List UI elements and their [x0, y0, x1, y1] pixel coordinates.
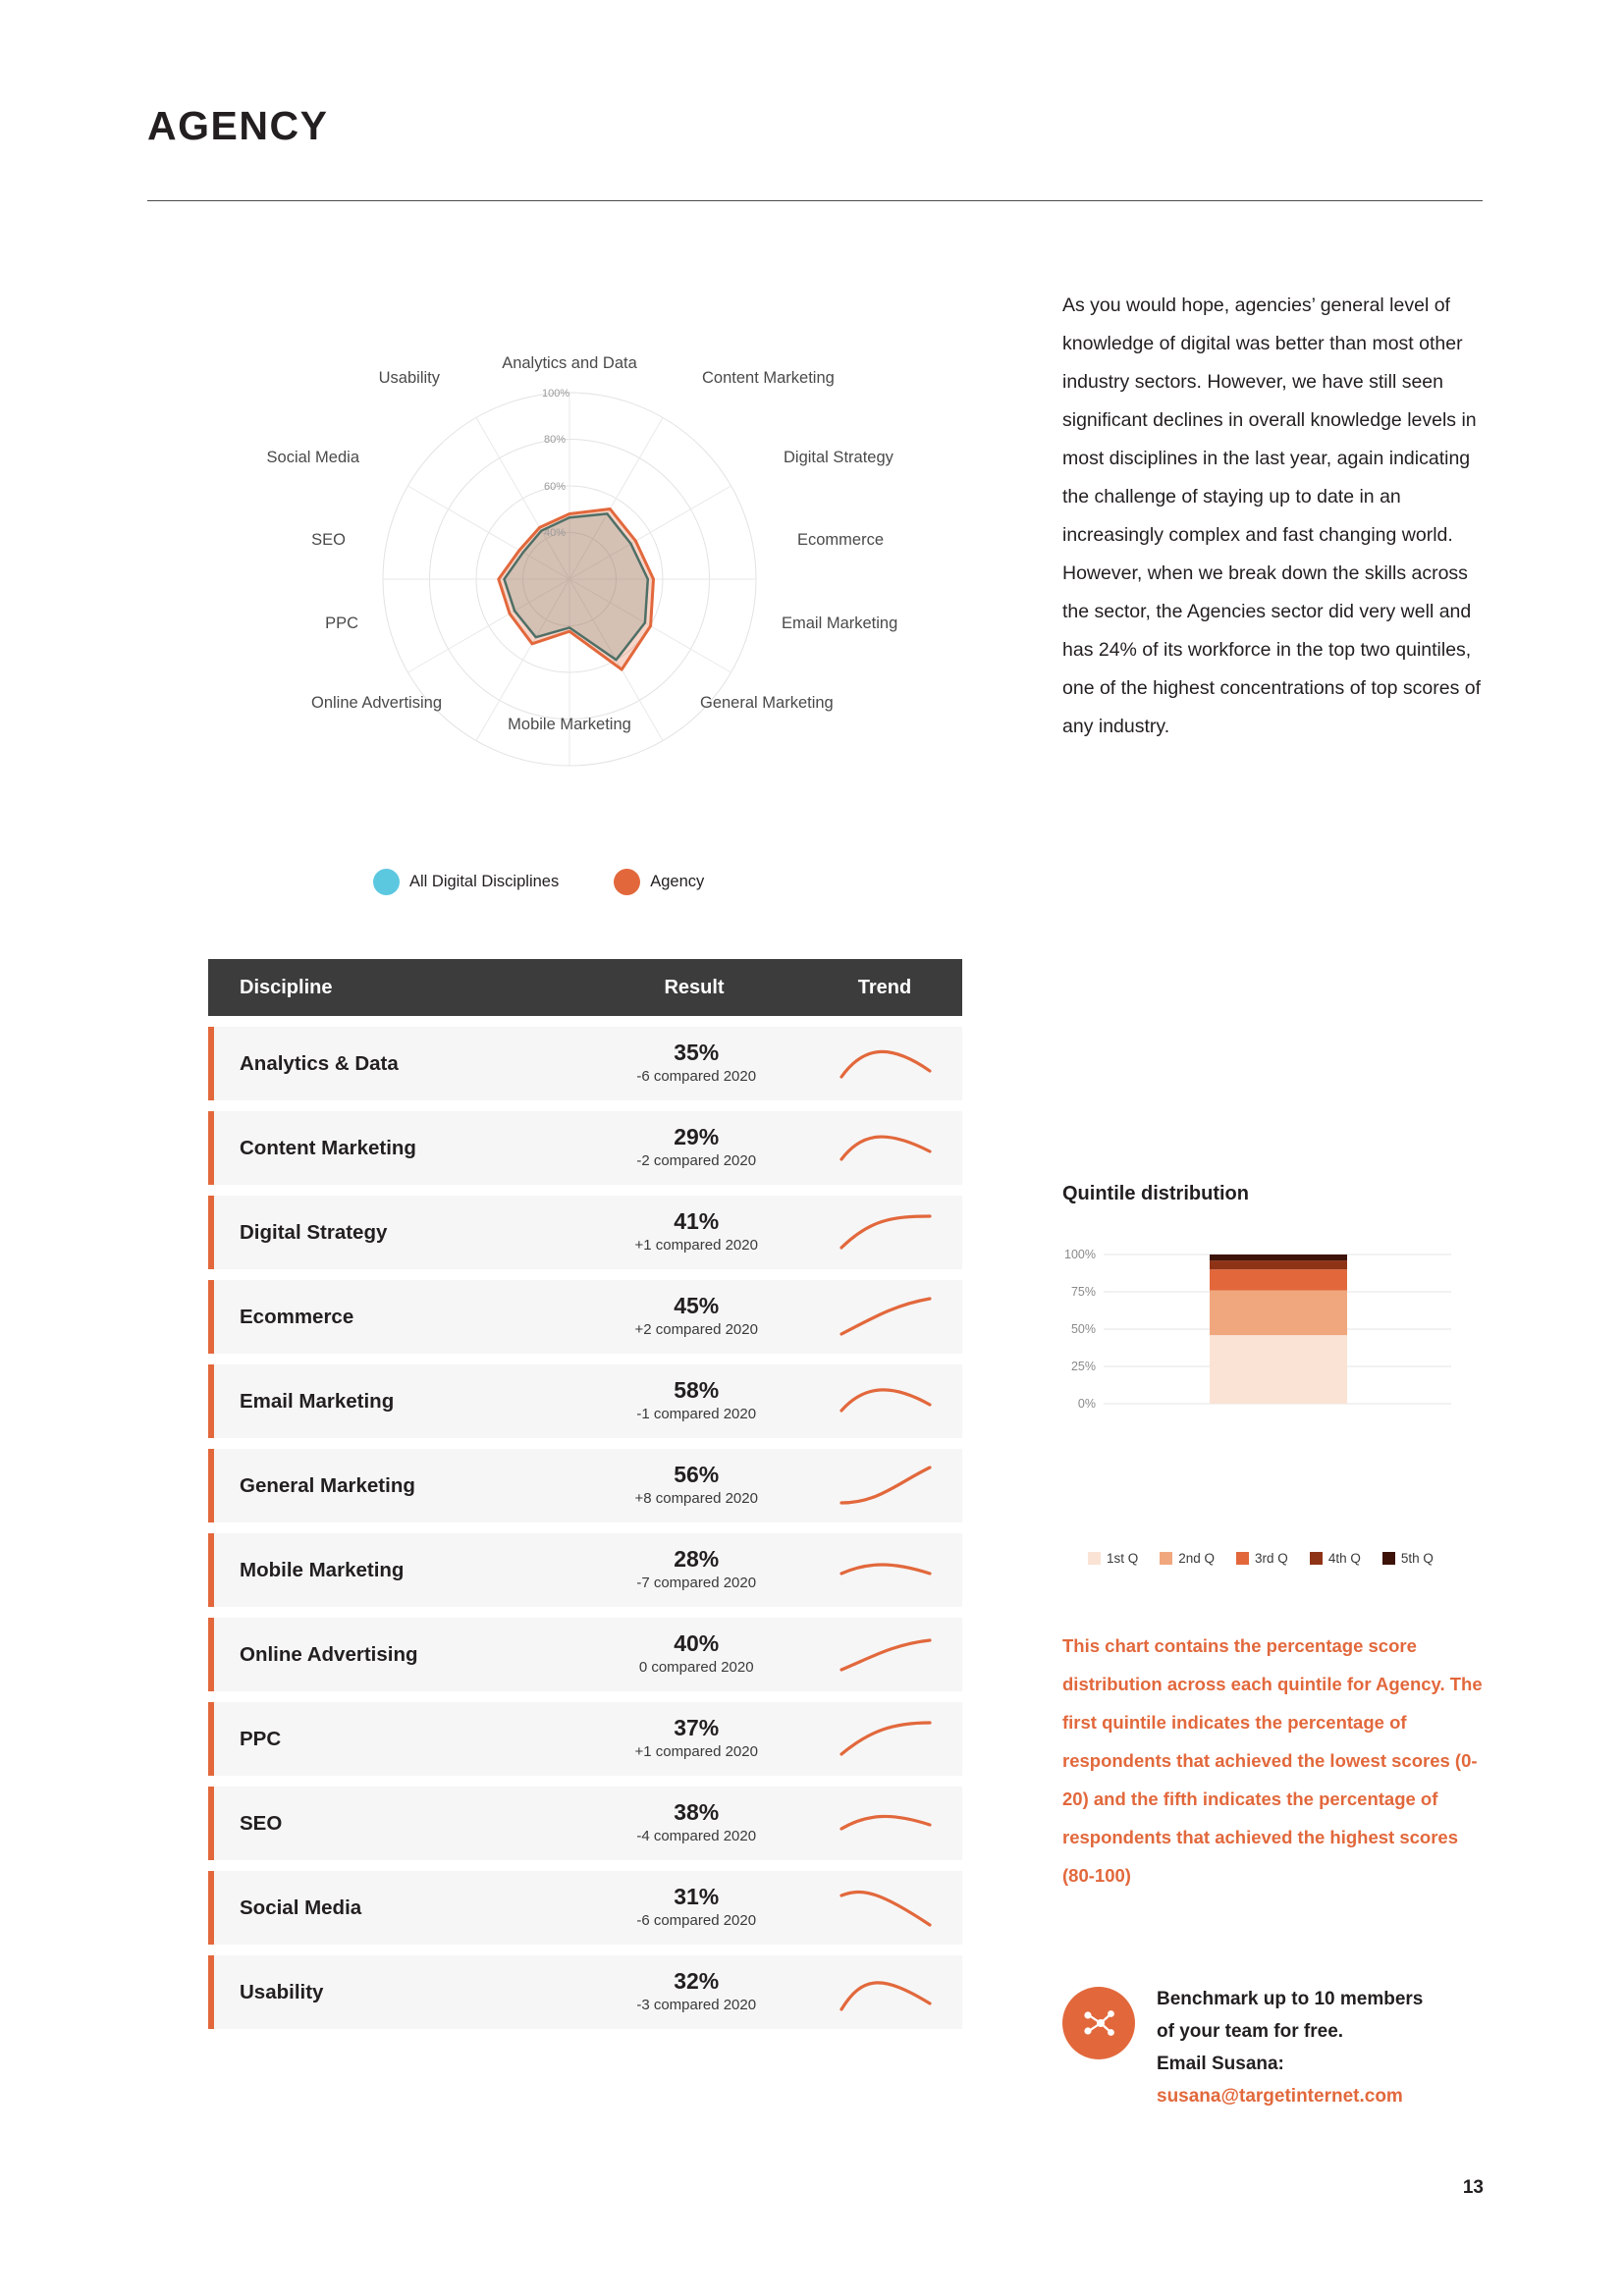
quintile-stacked-bar — [1210, 1255, 1347, 1404]
result-value: 41% — [674, 1208, 720, 1234]
trend-sparkline-icon — [837, 1548, 935, 1593]
radar-tick-60: 60% — [544, 481, 567, 493]
result-change: +8 compared 2020 — [634, 1490, 758, 1507]
color-swatch-icon — [1160, 1552, 1172, 1565]
cell-discipline: Online Advertising — [240, 1642, 418, 1666]
cell-trend — [808, 1886, 962, 1931]
radar-tick-40: 40% — [544, 527, 567, 539]
cell-result — [584, 1884, 808, 1932]
quintile-legend-label: 4th Q — [1327, 1551, 1361, 1566]
result-value: 45% — [674, 1293, 720, 1318]
benchmark-text — [1157, 1983, 1423, 2112]
legend-item-all-digital-disciplines — [373, 869, 559, 895]
radar-legend — [373, 869, 745, 895]
cell-trend — [808, 1970, 962, 2015]
result-change: -3 compared 2020 — [636, 1997, 757, 2013]
quintile-legend-item-1st-q — [1088, 1551, 1138, 1566]
table-row — [208, 1280, 962, 1354]
cell-result — [584, 1377, 808, 1425]
cell-discipline: Digital Strategy — [240, 1220, 388, 1244]
quintile-legend-label: 5th Q — [1400, 1551, 1434, 1566]
page-title: AGENCY — [147, 103, 329, 148]
quintile-legend-label: 2nd Q — [1178, 1551, 1216, 1566]
quintile-note: This chart contains the percentage score distribution across each quintile for Agency. The first quintile indicates the percentage of respondents that achieved the lowest scores (0-20) and the fifth indicates the percentage of respondents that achieved the highest scores (80-100) — [1062, 1635, 1483, 1886]
legend-label: Agency — [650, 873, 705, 890]
radar-label-online-advertising: Online Advertising — [311, 694, 442, 712]
cell-result — [584, 1462, 808, 1510]
quintile-ytick-0: 0% — [1077, 1397, 1096, 1411]
quintile-ytick-25: 25% — [1070, 1360, 1096, 1373]
cell-discipline: Mobile Marketing — [240, 1558, 405, 1581]
network-nodes-icon — [1062, 1987, 1135, 2059]
radar-label-digital-strategy: Digital Strategy — [784, 449, 893, 466]
table-row — [208, 1196, 962, 1269]
cell-discipline: Social Media — [240, 1896, 362, 1919]
table-header-row — [208, 959, 962, 1016]
benchmark-line-3: Email Susana: — [1157, 2054, 1284, 2074]
trend-sparkline-icon — [837, 1717, 935, 1762]
legend-dot-icon — [614, 869, 640, 895]
quintile-ytick-75: 75% — [1070, 1285, 1096, 1299]
benchmark-callout — [1062, 1983, 1504, 2112]
quintile-title: Quintile distribution — [1062, 1183, 1249, 1204]
trend-sparkline-icon — [837, 1126, 935, 1171]
result-change: -1 compared 2020 — [636, 1406, 757, 1422]
table-row — [208, 1533, 962, 1607]
radar-label-usability: Usability — [378, 369, 440, 387]
table-row — [208, 1027, 962, 1100]
trend-sparkline-icon — [837, 1886, 935, 1931]
discipline-table — [208, 959, 962, 2029]
benchmark-email-link[interactable]: susana@targetinternet.com — [1157, 2086, 1403, 2107]
intro-paragraph: As you would hope, agencies’ general level of knowledge of digital was better than most other industry sectors. However, we have still seen significant declines in overall knowledge levels in most disciplines in the last year, again indicating the challenge of staying up to date in an increasingly complex and fast changing world. However, when we break down the skills across the sector, the Agencies sector did very well and has 24% of its workforce in the top two quintiles, one of the highest concentrations of top scores of any industry. — [1062, 294, 1482, 737]
result-value: 40% — [674, 1630, 720, 1656]
trend-sparkline-icon — [837, 1632, 935, 1678]
radar-tick-80: 80% — [544, 434, 567, 446]
radar-tick-100: 100% — [542, 388, 570, 400]
radar-label-ppc: PPC — [325, 614, 358, 632]
result-change: -7 compared 2020 — [636, 1575, 757, 1591]
cell-result — [584, 1208, 808, 1256]
cell-discipline: PPC — [240, 1727, 282, 1750]
cell-discipline: Email Marketing — [240, 1389, 395, 1413]
table-row — [208, 1787, 962, 1860]
cell-discipline: SEO — [240, 1811, 283, 1835]
quintile-legend-item-3rd-q — [1236, 1551, 1288, 1566]
result-value: 32% — [674, 1968, 720, 1994]
quintile-legend-item-5th-q — [1382, 1551, 1434, 1566]
quintile-legend-label: 3rd Q — [1255, 1551, 1288, 1566]
radar-label-email-marketing: Email Marketing — [782, 614, 898, 632]
radar-label-ecommerce: Ecommerce — [797, 531, 885, 549]
quintile-legend-item-2nd-q — [1160, 1551, 1215, 1566]
result-change: -4 compared 2020 — [636, 1828, 757, 1844]
radar-label-mobile-marketing: Mobile Marketing — [508, 716, 631, 733]
cell-trend — [808, 1379, 962, 1424]
benchmark-line-2: of your team for free. — [1157, 2021, 1344, 2042]
cell-discipline: Ecommerce — [240, 1305, 354, 1328]
cell-discipline: Analytics & Data — [240, 1051, 399, 1075]
table-row — [208, 1702, 962, 1776]
result-change: +1 compared 2020 — [634, 1237, 758, 1254]
result-change: -6 compared 2020 — [636, 1068, 757, 1085]
result-change: -6 compared 2020 — [636, 1912, 757, 1929]
cell-trend — [808, 1464, 962, 1509]
color-swatch-icon — [1088, 1552, 1101, 1565]
cell-result — [584, 1546, 808, 1594]
color-swatch-icon — [1236, 1552, 1249, 1565]
cell-result — [584, 1799, 808, 1847]
cell-trend — [808, 1548, 962, 1593]
legend-label: All Digital Disciplines — [409, 873, 560, 890]
result-change: +1 compared 2020 — [634, 1743, 758, 1760]
table-row — [208, 1618, 962, 1691]
legend-item-agency — [614, 869, 704, 895]
cell-discipline: Usability — [240, 1980, 324, 2003]
quintile-ytick-100: 100% — [1064, 1248, 1096, 1261]
trend-sparkline-icon — [837, 1464, 935, 1509]
table-header-trend: Trend — [857, 976, 912, 998]
trend-sparkline-icon — [837, 1041, 935, 1087]
quintile-legend-item-4th-q — [1310, 1551, 1361, 1566]
result-value: 35% — [674, 1040, 720, 1065]
result-value: 29% — [674, 1124, 720, 1149]
cell-discipline: General Marketing — [240, 1473, 415, 1497]
result-value: 37% — [674, 1715, 720, 1740]
result-value: 56% — [674, 1462, 720, 1487]
result-value: 31% — [674, 1884, 720, 1909]
radar-label-seo: SEO — [311, 531, 346, 549]
title-divider — [147, 200, 1483, 201]
cell-trend — [808, 1126, 962, 1171]
cell-result — [584, 1630, 808, 1679]
table-row — [208, 1364, 962, 1438]
benchmark-line-1: Benchmark up to 10 members — [1157, 1989, 1424, 2009]
result-value: 58% — [674, 1377, 720, 1403]
radar-chart — [177, 260, 962, 869]
table-header-discipline: Discipline — [240, 976, 333, 998]
quintile-ytick-50: 50% — [1070, 1322, 1096, 1336]
cell-trend — [808, 1801, 962, 1846]
cell-result — [584, 1715, 808, 1763]
color-swatch-icon — [1310, 1552, 1323, 1565]
table-row — [208, 1449, 962, 1522]
cell-result — [584, 1968, 808, 2016]
trend-sparkline-icon — [837, 1379, 935, 1424]
trend-sparkline-icon — [837, 1801, 935, 1846]
cell-trend — [808, 1295, 962, 1340]
result-change: 0 compared 2020 — [638, 1659, 754, 1676]
trend-sparkline-icon — [837, 1210, 935, 1255]
trend-sparkline-icon — [837, 1970, 935, 2015]
result-change: +2 compared 2020 — [634, 1321, 758, 1338]
table-header-result: Result — [664, 976, 725, 998]
result-change: -2 compared 2020 — [636, 1152, 757, 1169]
cell-result — [584, 1293, 808, 1341]
radar-label-general-marketing: General Marketing — [700, 694, 834, 712]
page-number: 13 — [1462, 2177, 1484, 2198]
cell-trend — [808, 1717, 962, 1762]
cell-trend — [808, 1632, 962, 1678]
quintile-legend — [1088, 1551, 1449, 1566]
cell-result — [584, 1040, 808, 1088]
color-swatch-icon — [1382, 1552, 1395, 1565]
legend-dot-icon — [373, 869, 400, 895]
quintile-legend-label: 1st Q — [1107, 1551, 1139, 1566]
cell-trend — [808, 1041, 962, 1087]
quintile-chart — [1041, 1247, 1492, 1531]
trend-sparkline-icon — [837, 1295, 935, 1340]
radar-label-social-media: Social Media — [266, 449, 359, 466]
table-row — [208, 1871, 962, 1945]
result-value: 38% — [674, 1799, 720, 1825]
cell-trend — [808, 1210, 962, 1255]
cell-result — [584, 1124, 808, 1172]
table-row — [208, 1955, 962, 2029]
radar-label-content-marketing: Content Marketing — [702, 369, 835, 387]
table-row — [208, 1111, 962, 1185]
radar-label-analytics-and-data: Analytics and Data — [502, 354, 637, 372]
cell-discipline: Content Marketing — [240, 1136, 416, 1159]
result-value: 28% — [674, 1546, 720, 1572]
